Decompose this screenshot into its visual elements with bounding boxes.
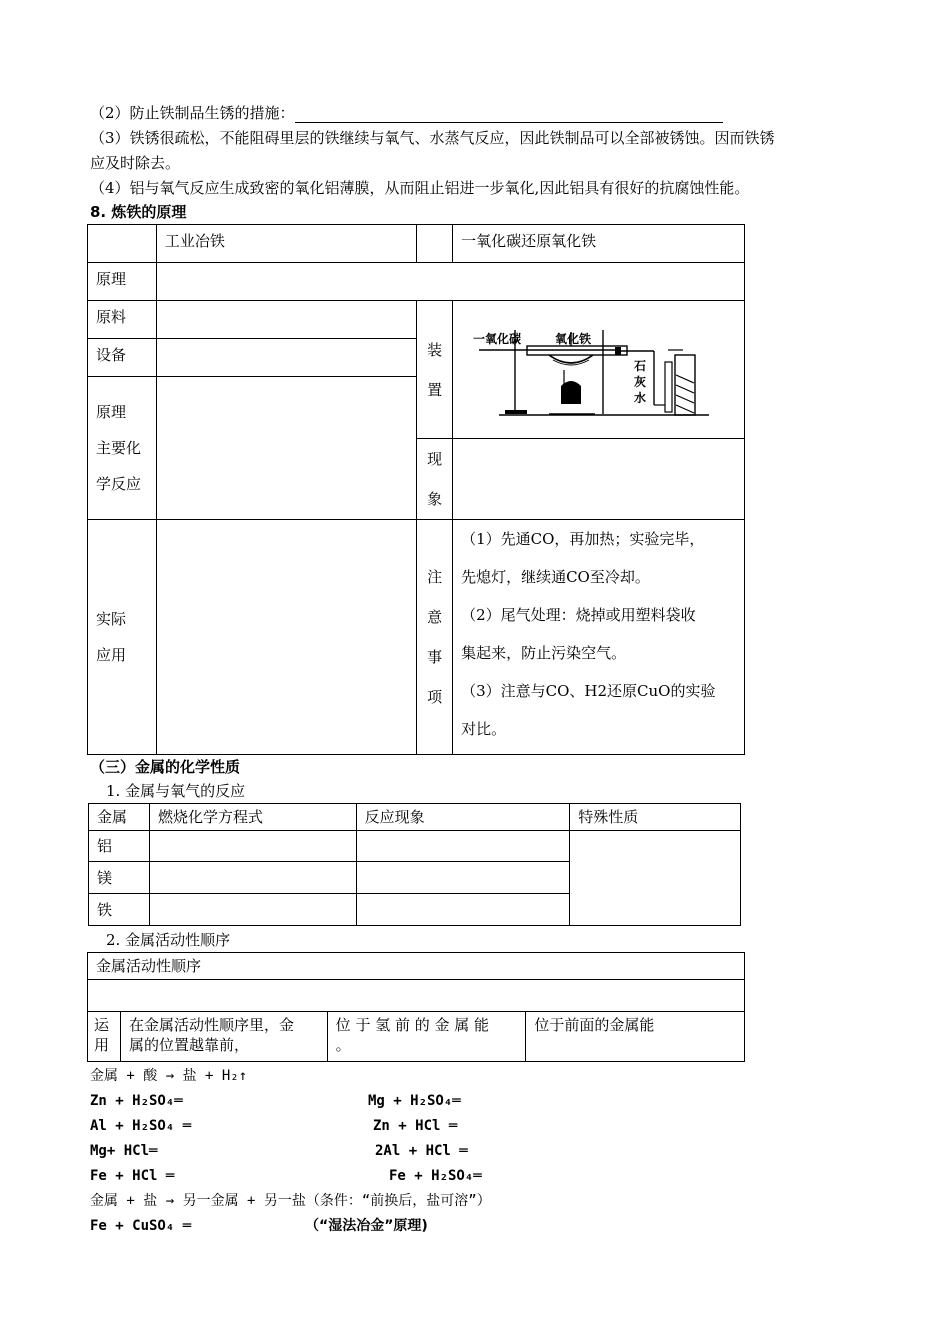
answer-cell[interactable]: [356, 831, 570, 862]
use-label: 运 用: [94, 1016, 110, 1054]
answer-cell[interactable]: [356, 862, 570, 894]
note-line: 集起来，防止污染空气。: [461, 644, 627, 662]
metal-aluminum: 铝: [89, 831, 150, 862]
answer-cell[interactable]: [356, 894, 570, 926]
label-main-reaction: 原理 主要化 学反应: [96, 403, 142, 493]
material-answer-cell[interactable]: [156, 301, 416, 339]
use-rule-2: 位 于 氢 前 的 金 属 能 。: [335, 1016, 490, 1054]
answer-cell[interactable]: [149, 862, 356, 894]
label-material: 原料: [96, 308, 127, 326]
rust-prevention-line: [90, 103, 723, 123]
equation-al-hcl: 2Al + HCl ═: [375, 1143, 468, 1159]
metal-iron: 铁: [89, 894, 150, 926]
special-answer-cell[interactable]: [570, 831, 741, 926]
subsection-activity-title: 2. 金属活动性顺序: [106, 931, 231, 949]
wet-metallurgy-note: （“湿法冶金”原理): [305, 1218, 428, 1234]
equation-fe-hcl: Fe + HCl ═: [90, 1168, 175, 1184]
equation-zn-hcl: Zn + HCl ═: [373, 1118, 458, 1134]
metal-oxygen-table: [88, 803, 741, 926]
co-label: 一氧化碳: [472, 331, 521, 346]
salt-rule: 金属 + 盐 → 另一金属 + 另一盐（条件：“前换后，盐可溶”）: [90, 1193, 491, 1209]
metal-magnesium: 镁: [89, 862, 150, 894]
rust-paragraph-3b: 应及时除去。: [90, 154, 181, 172]
answer-cell[interactable]: [149, 894, 356, 926]
rust-paragraph-3a: （3）铁锈很疏松，不能阻碍里层的铁继续与氧气、水蒸气反应，因此铁制品可以全部被锈蚀。因而铁锈: [90, 129, 775, 147]
note-line: 先熄灯，继续通CO至冷却。: [461, 568, 650, 586]
equipment-answer-cell[interactable]: [156, 339, 416, 377]
notes-list: [453, 520, 744, 754]
corner-cell: [88, 225, 157, 263]
label-notes: 注 意 事 项: [427, 568, 443, 706]
label-phenomenon: 现 象: [427, 450, 443, 508]
limewater-label-3: 水: [633, 390, 646, 405]
limewater-label-1: 石: [633, 358, 646, 373]
header-special: 特殊性质: [570, 804, 741, 831]
header-phenomenon: 反应现象: [356, 804, 570, 831]
note-line: （1）先通CO，再加热；实验完毕，: [461, 530, 705, 548]
activity-series-table: [87, 952, 745, 1062]
label-equipment: 设备: [96, 346, 127, 364]
activity-header: 金属活动性顺序: [88, 953, 745, 980]
note-line: 对比。: [461, 720, 507, 738]
blank-header-cell: [417, 225, 453, 263]
note-line: （2）尾气处理：烧掉或用塑料袋收: [461, 606, 696, 624]
answer-cell[interactable]: [149, 831, 356, 862]
header-equation: 燃烧化学方程式: [149, 804, 356, 831]
header-metal: 金属: [89, 804, 150, 831]
equation-fe-h2so4: Fe + H₂SO₄═: [389, 1168, 482, 1184]
section-8-title: 8. 炼铁的原理: [90, 203, 187, 221]
co-reduction-apparatus-diagram: [469, 310, 729, 430]
rust-paragraph-4: （4）铝与氧气反应生成致密的氧化铝薄膜，从而阻止铝进一步氧化,因此铝具有很好的抗腐蚀性能。: [90, 179, 750, 197]
use-rule-3: 位于前面的金属能: [526, 1012, 745, 1062]
header-co-reduction: 一氧化碳还原氧化铁: [461, 232, 597, 250]
application-answer-cell[interactable]: [156, 520, 416, 755]
equation-mg-hcl: Mg+ HCl═: [90, 1143, 158, 1159]
reaction-answer-cell[interactable]: [156, 377, 416, 520]
label-apparatus: 装 置: [427, 340, 443, 399]
label-principle: 原理: [96, 270, 127, 288]
equation-fe-cuso4: Fe + CuSO₄ ═: [90, 1218, 192, 1234]
iron-smelting-table: [87, 224, 745, 755]
use-rule-1: 在金属活动性顺序里，金 属的位置越靠前，: [128, 1016, 294, 1054]
rust-prevention-text: （2）防止铁制品生锈的措施：: [90, 104, 295, 122]
header-industrial: 工业冶铁: [164, 232, 225, 250]
equation-mg-h2so4: Mg + H₂SO₄═: [368, 1093, 461, 1109]
equation-zn-h2so4: Zn + H₂SO₄═: [90, 1093, 183, 1109]
principle-answer-cell[interactable]: [156, 263, 744, 301]
fe2o3-label: 氧化铁: [554, 331, 591, 346]
note-line: （3）注意与CO、H2还原CuO的实验: [461, 682, 716, 700]
answer-blank[interactable]: [295, 108, 723, 123]
subsection-oxygen-title: 1. 金属与氧气的反应: [106, 782, 246, 800]
activity-answer-cell[interactable]: [88, 980, 745, 1012]
limewater-label-2: 灰: [633, 374, 646, 389]
phenomenon-answer-cell[interactable]: [453, 439, 745, 520]
section-3-title: （三）金属的化学性质: [90, 758, 241, 776]
acid-rule: 金属 + 酸 → 盐 + H₂↑: [90, 1068, 248, 1084]
label-application: 实际 应用: [96, 610, 127, 664]
equation-al-h2so4: Al + H₂SO₄ ═: [90, 1118, 192, 1134]
